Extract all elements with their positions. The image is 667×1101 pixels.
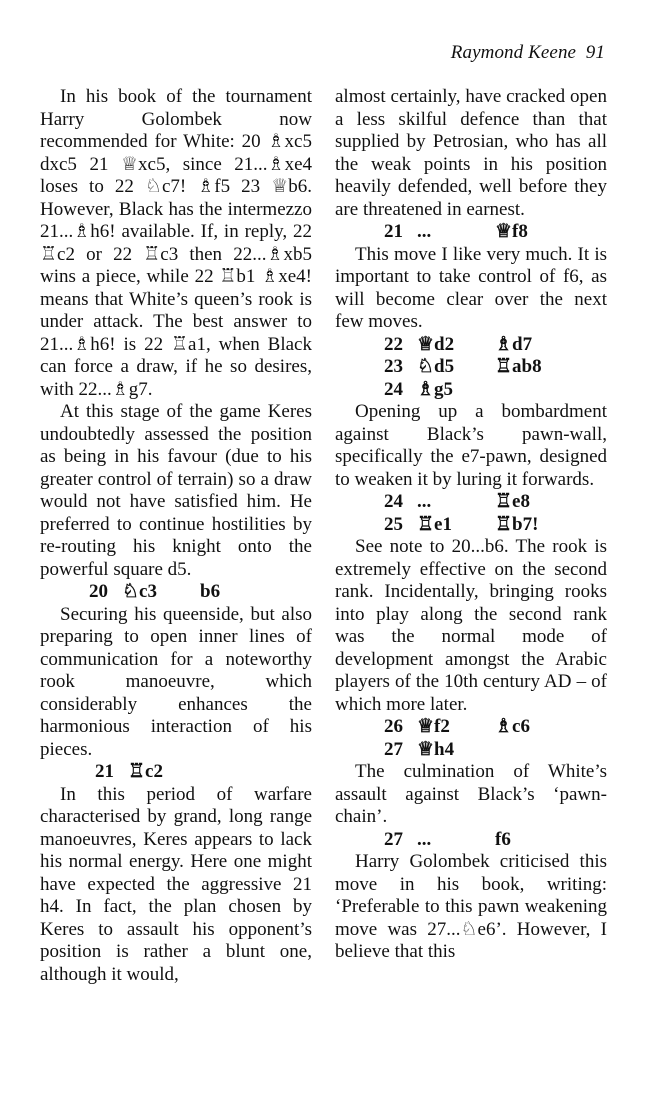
move-line [335,334,607,357]
move-number: 25 [384,513,403,535]
move-line [335,739,607,762]
white-move: ♘d5 [417,356,455,377]
black-move: ♖e8 [495,491,530,512]
move-line [335,491,607,514]
black-move [489,379,567,402]
left-column [40,86,312,986]
white-move: ♗g5 [417,378,454,400]
move-number: 21 [384,221,403,242]
move-number: 27 [384,828,403,850]
move-number: 27 [384,738,403,760]
paragraph: In this period of warfare characterised by grand, long range manoeuvres, Keres appears to lack his normal energy. Here one might have expected the aggressive 21 h4. In fact, the plan chosen by Keres to assault his opponent’s position is rather a blunt one, although it would, [40,783,312,985]
move-line [335,221,607,244]
move-line [335,514,607,537]
header-author: Raymond Keene [450,42,577,63]
paragraph: almost certainly, have cracked open a less skilful defence than that supplied by Petrosian, who has all the weak points in his position heavily defended, well before they are threatened in earnest. [335,86,607,220]
white-move: ... [417,491,432,512]
paragraph: This move I like very much. It is important to take control of f6, as will become clear over the next few moves. [335,243,607,332]
paragraph: At this stage of the game Keres undoubtedly assessed the position as being in his favour (due to his greater control of terrain) so a draw would not have satisfied him. He preferred to continue hostilities by re-routing his knight onto the powerful square d5. [40,401,312,580]
move-number: 23 [384,356,403,377]
black-move: f6 [495,828,511,850]
paragraph: Harry Golombek criticised this move in his book, writing: ‘Preferable to this pawn weakening move was 27...♘e6’. However, I believe that this [335,851,607,962]
black-move: ♕f8 [495,221,528,242]
right-column [335,86,607,964]
white-move: ... [417,221,432,242]
black-move [200,761,278,784]
move-number: 22 [384,333,403,355]
white-move: ♖e1 [417,513,452,535]
paragraph: See note to 20...b6. The rook is extremely effective on the second rank. Incidentally, bringing rooks into play along the second rank was the normal mode of development amongst the Arabic players of the 10th century AD – of which more later. [335,536,607,715]
white-move: ♕h4 [417,738,455,760]
white-move: ♖c2 [128,761,163,782]
paragraph: Opening up a bombardment against Black’s pawn-wall, specifically the e7-pawn, designed to weaken it by luring it forwards. [335,401,607,490]
paragraph: Securing his queenside, but also preparing to open inner lines of communication for a noteworthy rook manoeuvre, which considerably enhances the harmonious interaction of his pieces. [40,603,312,760]
black-move: b6 [200,581,221,602]
black-move: ♗c6 [495,716,530,737]
move-line [40,761,312,784]
move-line [40,581,312,604]
move-number: 21 [95,761,114,782]
black-move [489,739,567,762]
page-number: 91 [585,42,605,63]
white-move: ... [417,828,432,850]
white-move: ♕d2 [417,333,455,355]
move-number: 24 [384,378,403,400]
white-move: ♕f2 [417,716,450,737]
move-number: 20 [89,581,108,602]
black-move: ♖ab8 [495,356,542,377]
running-header [451,42,605,64]
black-move: ♖b7! [495,513,539,535]
move-line [335,716,607,739]
move-line [335,356,607,379]
move-line [335,379,607,402]
paragraph: The culmination of White’s assault against Black’s ‘pawn-chain’. [335,761,607,827]
move-line [335,829,607,852]
paragraph: In his book of the tournament Harry Golombek now recommended for White: 20 ♗xc5 dxc5 21 ♕xc5, since 21...♗xe4 loses to 22 ♘c7! ♗f5 23 ♕b6. However, Black has the intermezzo 21...♗h6! available. If, in reply, 22 ♖c2 or 22 ♖c3 then 22...♗xb5 wins a piece, while 22 ♖b1 ♗xe4! means that White’s queen’s rook is under attack. The best answer to 21...♗h6! is 22 ♖a1, when Black can force a draw, if he so desires, with 22...♗g7. [40,86,312,400]
move-number: 26 [384,716,403,737]
white-move: ♘c3 [122,581,157,602]
move-number: 24 [384,491,403,512]
black-move: ♗d7 [495,333,533,355]
